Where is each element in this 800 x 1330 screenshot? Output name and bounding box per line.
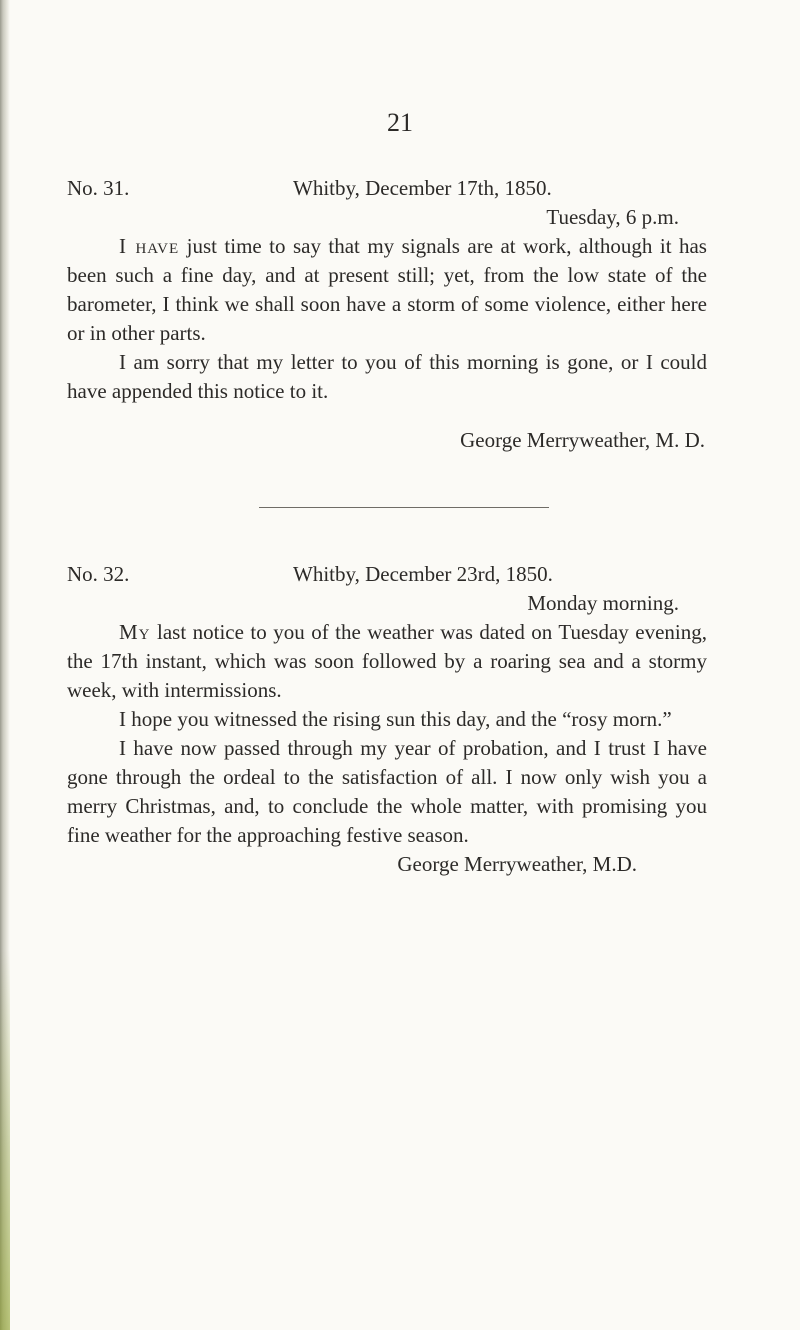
letter-number: No. 31.: [67, 176, 130, 200]
letter-time: Tuesday, 6 p.m.: [546, 205, 679, 229]
letter-paragraph: [67, 348, 707, 406]
paragraph-text: I hope you witnessed the rising sun this day, and the “rosy morn.”: [119, 707, 672, 731]
paragraph-lead: My: [119, 620, 151, 644]
letter-dateline: Whitby, December 17th, 1850.: [293, 176, 552, 200]
paragraph-text: last notice to you of the weather was dated on Tuesday evening, the 17th instant, which was soon followed by a roaring sea and a stormy week, with intermissions.: [67, 620, 707, 702]
letter-number: No. 32.: [67, 562, 130, 586]
letter-paragraph: [67, 705, 707, 734]
letter-32: [67, 560, 707, 879]
letter-31: [67, 174, 707, 455]
paragraph-lead: I have: [119, 234, 180, 258]
paragraph-text: I am sorry that my letter to you of this morning is gone, or I could have appended this notice to it.: [67, 350, 707, 403]
letter-paragraph: [67, 618, 707, 705]
page-number: 21: [387, 108, 413, 137]
letter-dateline: Whitby, December 23rd, 1850.: [293, 562, 553, 586]
letter-paragraph: [67, 734, 707, 850]
paragraph-text: I have now passed through my year of probation, and I trust I have gone through the ordeal to the satisfaction of all. I now only wish you a merry Christmas, and, to conclude the whole matter, with promising you fine weather for the approaching festive season.: [67, 736, 707, 847]
letter-signature: George Merryweather, M. D.: [460, 428, 705, 452]
letter-paragraph: [67, 232, 707, 348]
letter-heading: [67, 174, 707, 203]
page-edge-stain: [0, 950, 10, 1330]
letter-time: Monday morning.: [527, 591, 679, 615]
paragraph-text: just time to say that my signals are at work, although it has been such a fine day, and at present still; yet, from the low state of the barometer, I think we shall soon have a storm of some violence, either here or in other parts.: [67, 234, 707, 345]
letter-heading: [67, 560, 707, 589]
letter-signature: George Merryweather, M.D.: [397, 852, 637, 876]
section-divider: [259, 507, 549, 508]
